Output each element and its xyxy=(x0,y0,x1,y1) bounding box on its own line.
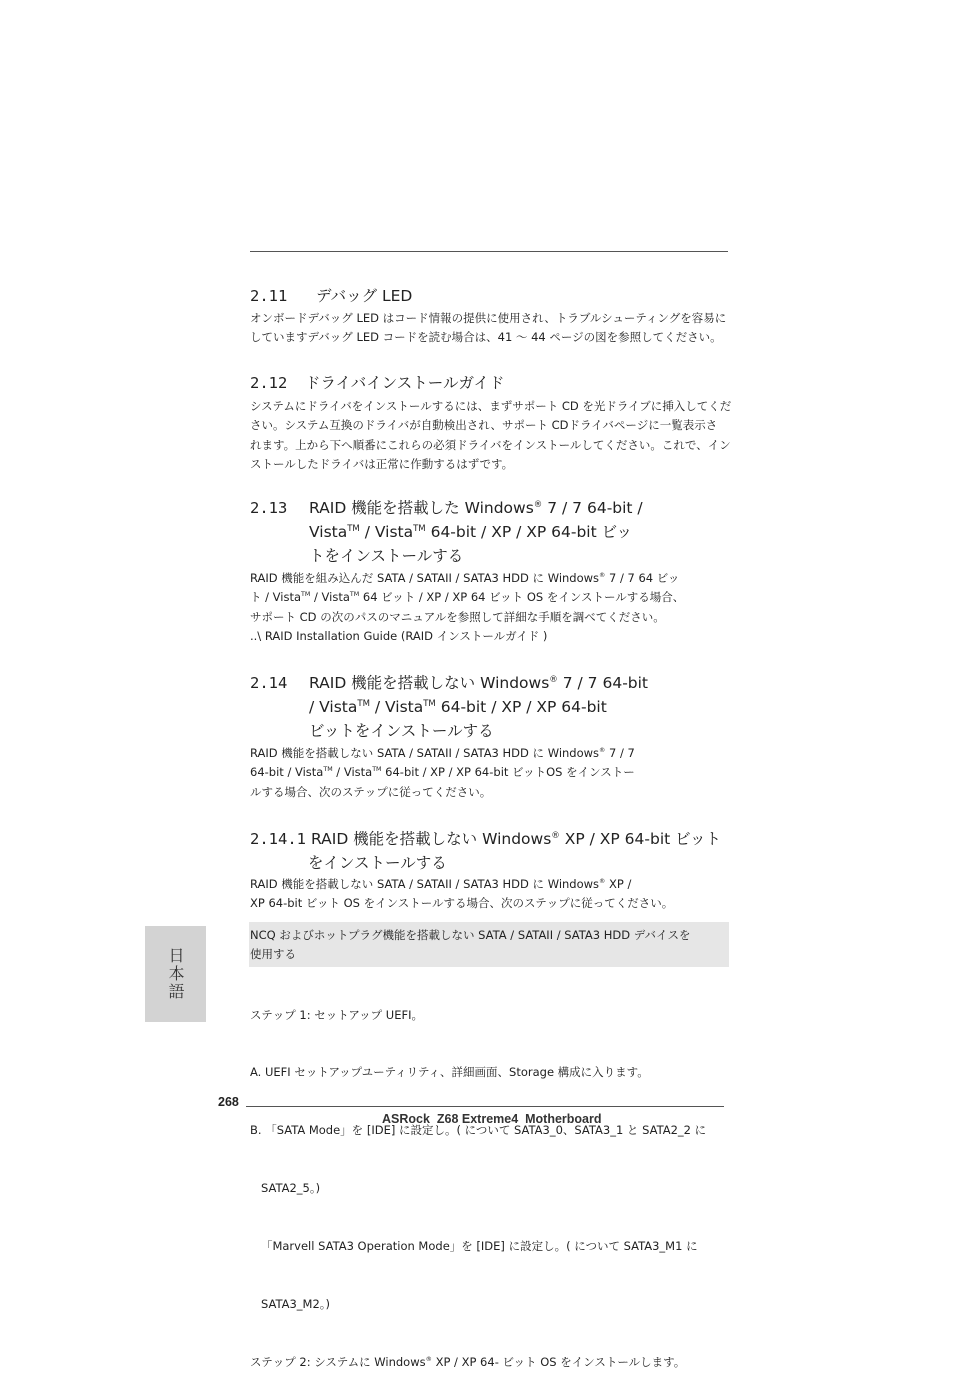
title-text: RAID 機能を搭載しない Windows xyxy=(309,674,550,692)
note-text xyxy=(250,926,690,965)
language-tab-label: 日本語 xyxy=(166,947,185,1001)
body-text: / Vista xyxy=(310,590,350,605)
language-tab xyxy=(145,926,206,1022)
step-line: SATA2_5。) xyxy=(250,1181,321,1196)
body-line xyxy=(250,608,684,627)
body-line xyxy=(250,627,684,646)
title-text: 64-bit / XP / XP 64-bit ビッ xyxy=(425,523,632,541)
step-line: SATA3_M2。) xyxy=(250,1297,330,1312)
body-line: オンボードデバッグ LED はコード情報の提供に使用され、トラブルシューティングを容易に xyxy=(250,311,727,325)
body-line xyxy=(250,588,684,607)
section-2-14-heading xyxy=(250,671,649,740)
body-text: 7 / 7 64 ビッ xyxy=(605,571,680,585)
top-rule xyxy=(250,251,728,252)
body-line xyxy=(250,569,684,588)
step-line: B. 「SATA Mode」を [IDE] に設定し。( について SATA3_0、SATA3_1 と SATA2_2 に xyxy=(250,1123,707,1138)
section-2-14-1-body xyxy=(250,875,673,914)
title-line xyxy=(309,520,643,544)
footer-rule xyxy=(246,1106,724,1107)
section-2-12-heading xyxy=(250,371,505,395)
body-line xyxy=(250,894,673,913)
body-line xyxy=(250,783,635,802)
footer-text: ASRock Z68 Extreme4 Motherboard xyxy=(382,1112,602,1126)
registered-mark: ® xyxy=(599,747,606,755)
section-number: 2.12 xyxy=(250,374,288,392)
title-text: 7 / 7 64-bit xyxy=(557,674,649,692)
title-text: ビットをインストールする xyxy=(309,722,494,740)
section-2-11-heading xyxy=(250,284,413,308)
file-path: ..\ RAID Installation Guide (RAID インストールガイド ) xyxy=(250,628,548,643)
body-line xyxy=(250,875,673,894)
registered-mark: ® xyxy=(599,572,606,580)
step-line: A. UEFI セットアップユーティリティ、詳細画面、Storage 構成に入ります。 xyxy=(250,1065,649,1080)
section-2-14-body xyxy=(250,744,635,802)
registered-mark: ® xyxy=(599,878,606,886)
title-line xyxy=(308,851,721,875)
steps-list xyxy=(250,967,706,1392)
title-text: XP / XP 64-bit ビット xyxy=(559,830,722,848)
page-number: 268 xyxy=(218,1095,239,1109)
body-text: RAID 機能を搭載しない SATA / SATAII / SATA3 HDD に Windows xyxy=(250,877,600,891)
body-text: / Vista xyxy=(332,765,373,780)
body-text: RAID 機能を組み込んだ SATA / SATAII / SATA3 HDD に Windows xyxy=(250,571,600,585)
section-number: 2.14 xyxy=(250,674,288,692)
step-text: XP / XP 64- ビット OS をインストールします。 xyxy=(431,1354,686,1369)
trademark-mark: TM xyxy=(423,698,436,709)
step-line: ステップ 1: セットアップ UEFI。 xyxy=(250,1007,423,1022)
trademark-mark: TM xyxy=(413,523,426,534)
section-number: 2.14.1 xyxy=(250,830,306,848)
section-2-13-body xyxy=(250,569,684,646)
section-title xyxy=(308,827,722,875)
trademark-mark: TM xyxy=(347,523,360,534)
title-line xyxy=(309,496,643,520)
step-line xyxy=(250,1353,706,1372)
section-number: 2.11 xyxy=(250,287,288,305)
title-line xyxy=(309,544,643,568)
body-line: れます。上から下へ順番にこれらの必須ドライバをインストールしてください。これで、イン xyxy=(250,437,731,452)
title-text: 64-bit / XP / XP 64-bit xyxy=(435,698,607,716)
title-line xyxy=(309,719,648,743)
body-text: 64-bit / XP / XP 64-bit ビットOS をインストー xyxy=(381,765,635,780)
body-text: XP / xyxy=(605,877,632,891)
body-line xyxy=(250,763,635,782)
registered-mark: ® xyxy=(425,1356,432,1364)
trademark-mark: TM xyxy=(372,766,382,774)
title-text: / Vista xyxy=(359,523,414,541)
body-text: ルする場合、次のステップに従ってください。 xyxy=(250,784,492,799)
note-line: NCQ およびホットプラグ機能を搭載しない SATA / SATAII / SATA3 HDD デバイスを xyxy=(250,928,691,942)
section-2-14-1-heading xyxy=(250,827,722,872)
title-text: トをインストールする xyxy=(309,547,464,565)
step-line: 「Marvell SATA3 Operation Mode」を [IDE] に設定し。( について SATA3_M1 に xyxy=(250,1239,698,1254)
section-title xyxy=(309,671,648,743)
body-text: 7 / 7 xyxy=(605,746,635,760)
section-2-12-body xyxy=(250,397,731,474)
title-text: 7 / 7 64-bit / xyxy=(542,499,643,517)
title-text: RAID 機能を搭載しない Windows xyxy=(311,830,552,848)
title-text: / Vista xyxy=(369,698,424,716)
title-line xyxy=(309,671,648,695)
title-text: RAID 機能を搭載した Windows xyxy=(309,499,534,517)
note-line: 使用する xyxy=(250,947,296,962)
title-text: Vista xyxy=(309,523,348,541)
title-text: / Vista xyxy=(309,698,358,716)
trademark-mark: TM xyxy=(349,591,360,599)
section-number: 2.13 xyxy=(250,499,288,517)
registered-mark: ® xyxy=(549,674,558,685)
body-line: ストールしたドライバは正常に作動するはずです。 xyxy=(250,456,514,471)
body-text: サポート CD の次のパスのマニュアルを参照して詳細な手順を調べてください。 xyxy=(250,609,665,624)
body-text: 64-bit / Vista xyxy=(250,765,324,780)
body-text: XP 64-bit ビット OS をインストールする場合、次のステップに従ってください。 xyxy=(250,896,674,911)
title-line xyxy=(311,827,721,851)
body-line xyxy=(250,744,635,763)
body-line: さい。システム互換のドライバが自動検出され、サポート CDドライバページに一覧表示さ xyxy=(250,418,718,433)
section-2-11-body xyxy=(250,309,726,348)
trademark-mark: TM xyxy=(323,766,333,774)
section-title xyxy=(309,496,643,568)
body-line: していますデバッグ LED コードを読む場合は、41 ～ 44 ページの図を参照してください。 xyxy=(250,330,722,345)
registered-mark: ® xyxy=(551,830,560,841)
title-line xyxy=(309,695,648,719)
body-text: RAID 機能を搭載しない SATA / SATAII / SATA3 HDD に Windows xyxy=(250,746,600,760)
trademark-mark: TM xyxy=(301,591,311,599)
section-2-13-heading xyxy=(250,496,643,565)
body-text: 64 ビット / XP / XP 64 ビット OS をインストールする場合、 xyxy=(359,590,685,605)
section-title: デバッグ LED xyxy=(316,287,413,305)
body-line: システムにドライバをインストールするには、まずサポート CD を光ドライブに挿入してくだ xyxy=(250,399,732,413)
section-title: ドライバインストールガイド xyxy=(305,374,505,392)
body-text: ト / Vista xyxy=(250,590,302,605)
step-text: ステップ 2: システムに Windows xyxy=(250,1354,426,1369)
trademark-mark: TM xyxy=(357,698,370,709)
title-text: をインストールする xyxy=(308,854,447,872)
registered-mark: ® xyxy=(533,499,543,510)
